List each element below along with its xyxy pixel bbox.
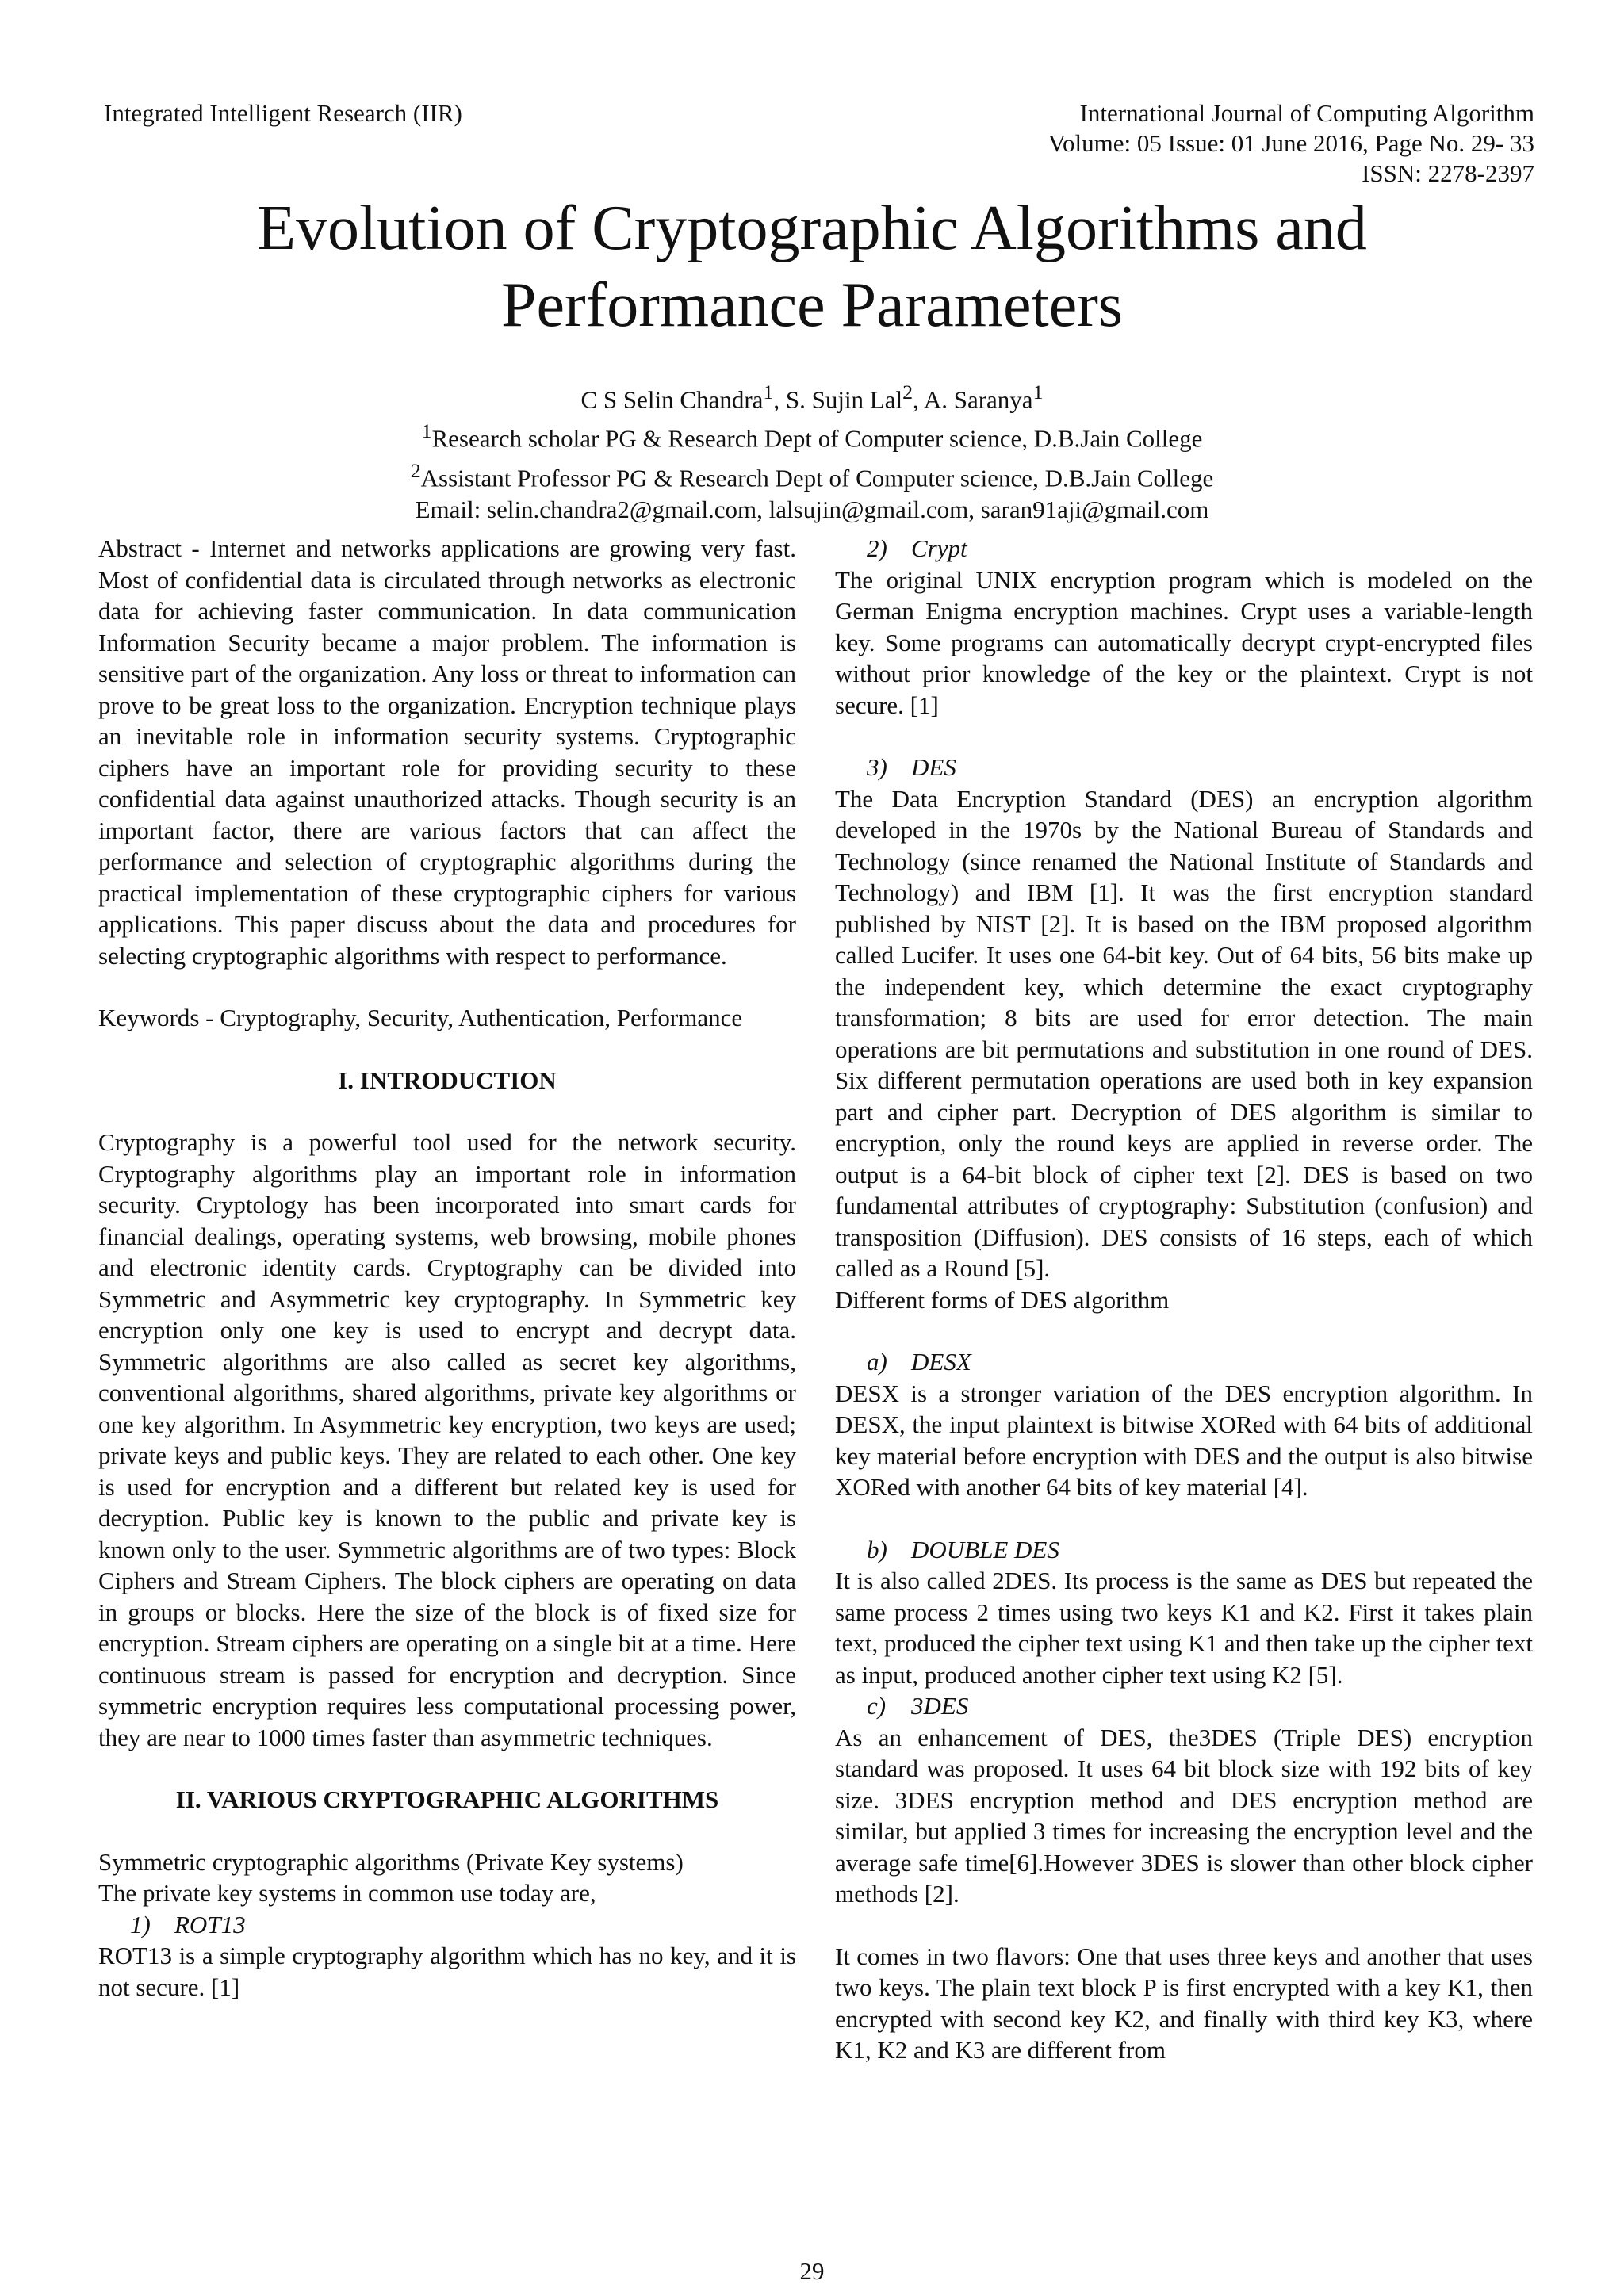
subsection-heading-rot13 (98, 1909, 796, 1941)
affiliation-2 (0, 455, 1624, 494)
affiliation-1-text: Research scholar PG & Research Dept of Computer science, D.B.Jain College (431, 424, 1203, 453)
3des-flavors-paragraph: It comes in two flavors: One that uses three keys and another that uses two keys. The plain text block P is first encrypted with a key K1, then encrypted with second key K2, and finally with third key K3, where K1, K2 and K3 are different from (835, 1942, 1533, 2064)
abstract: Abstract - Internet and networks applications are growing very fast. Most of confidential data is circulated through networks as electronic data for achieving faster communication. In data communication Information Security became a major problem. The information is sensitive part of the organization. Any loss or threat to information can prove to be great loss to the organization. Encryption technique plays an inevitable role in information security systems. Cryptographic ciphers have an important role for providing security to these confidential data against unauthorized attacks. Though security is an important factor, there are various factors that can affect the performance and selection of cryptographic algorithms during the practical implementation of these cryptographic ciphers for various applications. This paper discuss about the data and procedures for selecting cryptographic algorithms with respect to performance. (98, 534, 796, 970)
subsection-number: 1) (130, 1910, 151, 1938)
keywords: Keywords - Cryptography, Security, Authentication, Performance (98, 1004, 743, 1031)
author-1: C S Selin Chandra (580, 385, 764, 414)
author-names (0, 377, 1624, 415)
subsection-heading-desx (835, 1346, 1533, 1378)
right-column (835, 533, 1533, 2066)
subsection-heading-crypt (835, 533, 1533, 564)
journal-name: International Journal of Computing Algorithm (1079, 99, 1534, 127)
author-2: , S. Sujin Lal (773, 385, 903, 414)
introduction-paragraph: Cryptography is a powerful tool used for the network security. Cryptography algorithms play an important role in information security. Cryptology has been incorporated into smart cards for financial dealings, operating systems, web browsing, mobile phones and electronic identity cards. Cryptography can be divided into Symmetric and Asymmetric key cryptography. In Symmetric key encryption only one key is used to encrypt and decrypt data. Symmetric algorithms are also called as secret key algorithms, conventional algorithms, shared algorithms, private key algorithms or one key algorithm. In Asymmetric key encryption, two keys are used; private keys and public keys. They are related to each other. One key is used for encryption and a different but related key is used for decryption. Public key is known to the public and private key is known only to the user. Symmetric algorithms are of two types: Block Ciphers and Stream Ciphers. The block ciphers are operating on data in groups or blocks. Here the size of the block is of fixed size for encryption. Stream ciphers are operating on a single bit at a time. Here continuous stream is passed for encryption and decryption. Since symmetric encryption requires less computational processing power, they are near to 1000 times faster than asymmetric techniques. (98, 1128, 796, 1751)
running-header-left: Integrated Intelligent Research (IIR) (104, 99, 462, 127)
subsection-title: Crypt (911, 534, 967, 562)
section-heading-algorithms: II. VARIOUS CRYPTOGRAPHIC ALGORITHMS (175, 1785, 719, 1813)
desx-paragraph: DESX is a stronger variation of the DES encryption algorithm. In DESX, the input plaintext is bitwise XORed with 64 bits of additional key material before encryption with DES and the output is also bitwise XORed with another 64 bits of key material [4]. (835, 1379, 1533, 1501)
subsection-heading-des (835, 752, 1533, 783)
subsection-title: DOUBLE DES (911, 1535, 1059, 1563)
affiliation-1-mark: 1 (421, 419, 432, 443)
rot13-paragraph: ROT13 is a simple cryptography algorithm which has no key, and it is not secure. [1] (98, 1942, 796, 2001)
section-heading-introduction: I. INTRODUCTION (338, 1066, 557, 1094)
subsection-number: b) (867, 1535, 887, 1563)
affiliation-1 (0, 415, 1624, 454)
subsection-number: a) (867, 1348, 887, 1376)
journal-issn: ISSN: 2278-2397 (1362, 159, 1534, 187)
3des-paragraph: As an enhancement of DES, the3DES (Triple DES) encryption standard was proposed. It uses 64 bit block size with 192 bits of key size. 3DES encryption method and DES encryption method are similar, but applied 3 times for increasing the encryption level and the average safe time[6].However 3DES is slower than other block cipher methods [2]. (835, 1723, 1533, 1908)
journal-volume: Volume: 05 Issue: 01 June 2016, Page No. 29- 33 (1048, 129, 1534, 157)
author-3-affil: 1 (1032, 381, 1044, 404)
subsection-title: DESX (911, 1348, 971, 1376)
left-column (98, 533, 796, 2003)
subsection-heading-double-des (835, 1534, 1533, 1566)
crypt-paragraph: The original UNIX encryption program which is modeled on the German Enigma encryption machines. Crypt uses a variable-length key. Some programs can automatically decrypt crypt-encrypted files without prior knowledge of the key or the plaintext. Crypt is not secure. [1] (835, 565, 1533, 719)
author-2-affil: 2 (902, 381, 914, 404)
symmetric-intro-line-2: The private key systems in common use today are, (98, 1879, 596, 1907)
des-forms-line: Different forms of DES algorithm (835, 1285, 1170, 1314)
symmetric-intro-line-1: Symmetric cryptographic algorithms (Private Key systems) (98, 1847, 684, 1876)
double-des-paragraph: It is also called 2DES. Its process is the same as DES but repeated the same process 2 times using two keys K1 and K2. First it takes plain text, produced the cipher text using K1 and then take up the cipher text as input, produced another cipher text using K2 [5]. (835, 1567, 1533, 1689)
author-1-affil: 1 (763, 381, 774, 404)
title-line-2: Performance Parameters (500, 270, 1124, 340)
title-line-1: Evolution of Cryptographic Algorithms and (257, 193, 1367, 263)
affiliation-2-text: Assistant Professor PG & Research Dept of Computer science, D.B.Jain College (420, 463, 1214, 492)
subsection-number: 3) (867, 753, 887, 781)
affiliation-2-mark: 2 (410, 458, 421, 482)
running-header-right (1048, 98, 1534, 189)
subsection-heading-3des (835, 1690, 1533, 1722)
page-number: 29 (799, 2257, 825, 2285)
author-3: , A. Saranya (913, 385, 1033, 414)
author-block (0, 377, 1624, 526)
subsection-title: DES (911, 753, 956, 781)
author-emails: Email: selin.chandra2@gmail.com, lalsujin@gmail.com, saran91aji@gmail.com (415, 495, 1209, 523)
subsection-number: c) (867, 1692, 887, 1720)
subsection-title: 3DES (911, 1692, 969, 1720)
subsection-number: 2) (867, 534, 887, 562)
paper-title (0, 190, 1624, 344)
subsection-title: ROT13 (174, 1910, 246, 1938)
des-paragraph: The Data Encryption Standard (DES) an encryption algorithm developed in the 1970s by the National Bureau of Standards and Technology (since renamed the National Institute of Standards and Technology) and IBM [1]. It was the first encryption standard published by NIST [2]. It is based on the IBM proposed algorithm called Lucifer. It uses one 64-bit key. Out of 64 bits, 56 bits make up the independent key, which determine the exact cryptography transformation; 8 bits are used for error detection. The main operations are bit permutations and substitution in one round of DES. Six different permutation operations are used both in key expansion part and cipher part. Decryption of DES algorithm is similar to encryption, only the round keys are applied in reverse order. The output is a 64-bit block of cipher text [2]. DES is based on two fundamental attributes of cryptography: Substitution (confusion) and transposition (Diffusion). DES consists of 16 steps, each of which called as a Round [5]. (835, 784, 1533, 1282)
